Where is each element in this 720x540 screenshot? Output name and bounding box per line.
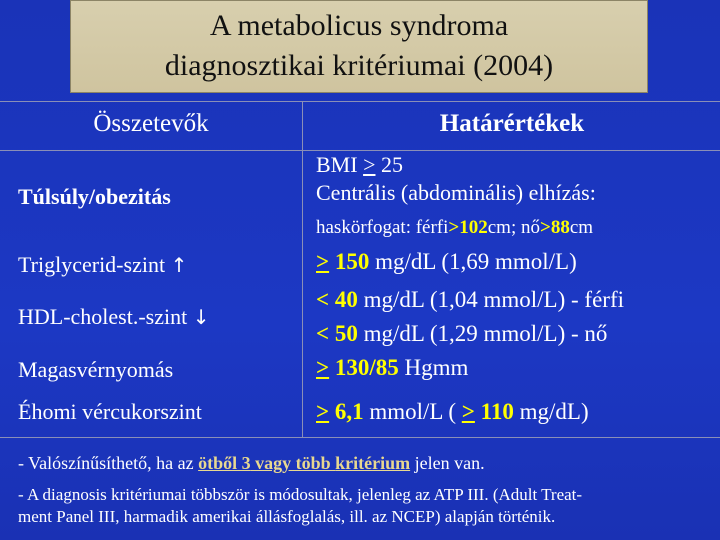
title-line-1: A metabolicus syndroma xyxy=(209,9,509,42)
value-waist xyxy=(316,217,593,239)
hypertension-operator: > xyxy=(316,355,330,380)
waist-male-value: 102 xyxy=(459,217,488,238)
bmi-prefix: BMI xyxy=(316,152,364,177)
label-obesity: Túlsúly/obezitás xyxy=(18,184,171,209)
hdl-female-unit: mg/dL (1,29 mmol/L) - nő xyxy=(357,321,608,346)
arrow-down-icon: ↓ xyxy=(192,305,210,329)
header-components: Összetevők xyxy=(93,110,209,137)
title-line-2: diagnosztikai kritériumai (2004) xyxy=(164,49,554,82)
label-hdl xyxy=(18,304,210,330)
slide-title xyxy=(70,0,648,93)
glucose-operator-2: > xyxy=(461,399,475,424)
label-hypertension: Magasvérnyomás xyxy=(18,357,174,382)
glucose-mid: mmol/L ( xyxy=(363,399,462,424)
note1-prefix: - Valószínűsíthető, ha az xyxy=(18,453,199,473)
hdl-female-value: 50 xyxy=(329,321,358,346)
glucose-unit: mg/dL) xyxy=(513,399,589,424)
hdl-female-operator: < xyxy=(316,321,330,346)
note2-line-1: - A diagnosis kritériumai többször is módosultak, jelenleg az ATP III. (Adult Treat- xyxy=(18,485,583,504)
hypertension-unit: Hgmm xyxy=(398,355,469,380)
note1-suffix: jelen van. xyxy=(410,453,485,473)
column-divider xyxy=(302,102,303,437)
value-central-obesity: Centrális (abdominális) elhízás: xyxy=(316,180,596,205)
header-divider xyxy=(0,150,720,151)
value-fasting-glucose xyxy=(316,399,589,425)
note1-highlight-3: kritérium xyxy=(335,453,411,473)
criteria-table xyxy=(0,101,720,438)
value-hdl-female xyxy=(316,321,607,347)
note-probability xyxy=(18,452,708,474)
triglyceride-value: 150 xyxy=(329,249,370,274)
waist-prefix: haskörfogat: férfi xyxy=(316,217,449,238)
arrow-up-icon: ↑ xyxy=(170,253,188,277)
hypertension-value: 130/85 xyxy=(329,355,399,380)
hdl-male-operator: < xyxy=(316,287,330,312)
header-thresholds: Határértékek xyxy=(439,110,585,137)
label-hdl-text: HDL-cholest.-szint xyxy=(18,304,188,329)
label-triglyceride xyxy=(18,252,187,278)
note-diagnosis-criteria xyxy=(18,484,708,528)
waist-mid: cm; nő xyxy=(487,217,540,238)
triglyceride-operator: > xyxy=(316,249,330,274)
triglyceride-unit: mg/dL (1,69 mmol/L) xyxy=(369,249,577,274)
bmi-operator: > xyxy=(363,152,376,177)
value-bmi xyxy=(316,152,403,178)
value-hypertension xyxy=(316,355,468,381)
waist-unit: cm xyxy=(569,217,594,238)
waist-male-operator: > xyxy=(448,217,460,238)
bmi-value: 25 xyxy=(375,152,403,177)
value-triglyceride xyxy=(316,249,577,275)
glucose-operator: > xyxy=(316,399,330,424)
hdl-male-unit: mg/dL (1,04 mmol/L) - férfi xyxy=(357,287,624,312)
glucose-value-2: 110 xyxy=(474,399,514,424)
label-fasting-glucose: Éhomi vércukorszint xyxy=(18,399,202,424)
note1-highlight-2: vagy több xyxy=(250,453,336,473)
note1-highlight-1: ötből 3 xyxy=(198,453,251,473)
hdl-male-value: 40 xyxy=(329,287,358,312)
waist-female-operator: > xyxy=(540,217,551,238)
value-hdl-male xyxy=(316,287,624,313)
label-triglyceride-text: Triglycerid-szint xyxy=(18,252,166,277)
glucose-value: 6,1 xyxy=(329,399,364,424)
waist-female-value: 88 xyxy=(550,217,570,238)
note2-line-2: ment Panel III, harmadik amerikai állásfoglalás, ill. az NCEP) alapján történik. xyxy=(18,507,556,526)
